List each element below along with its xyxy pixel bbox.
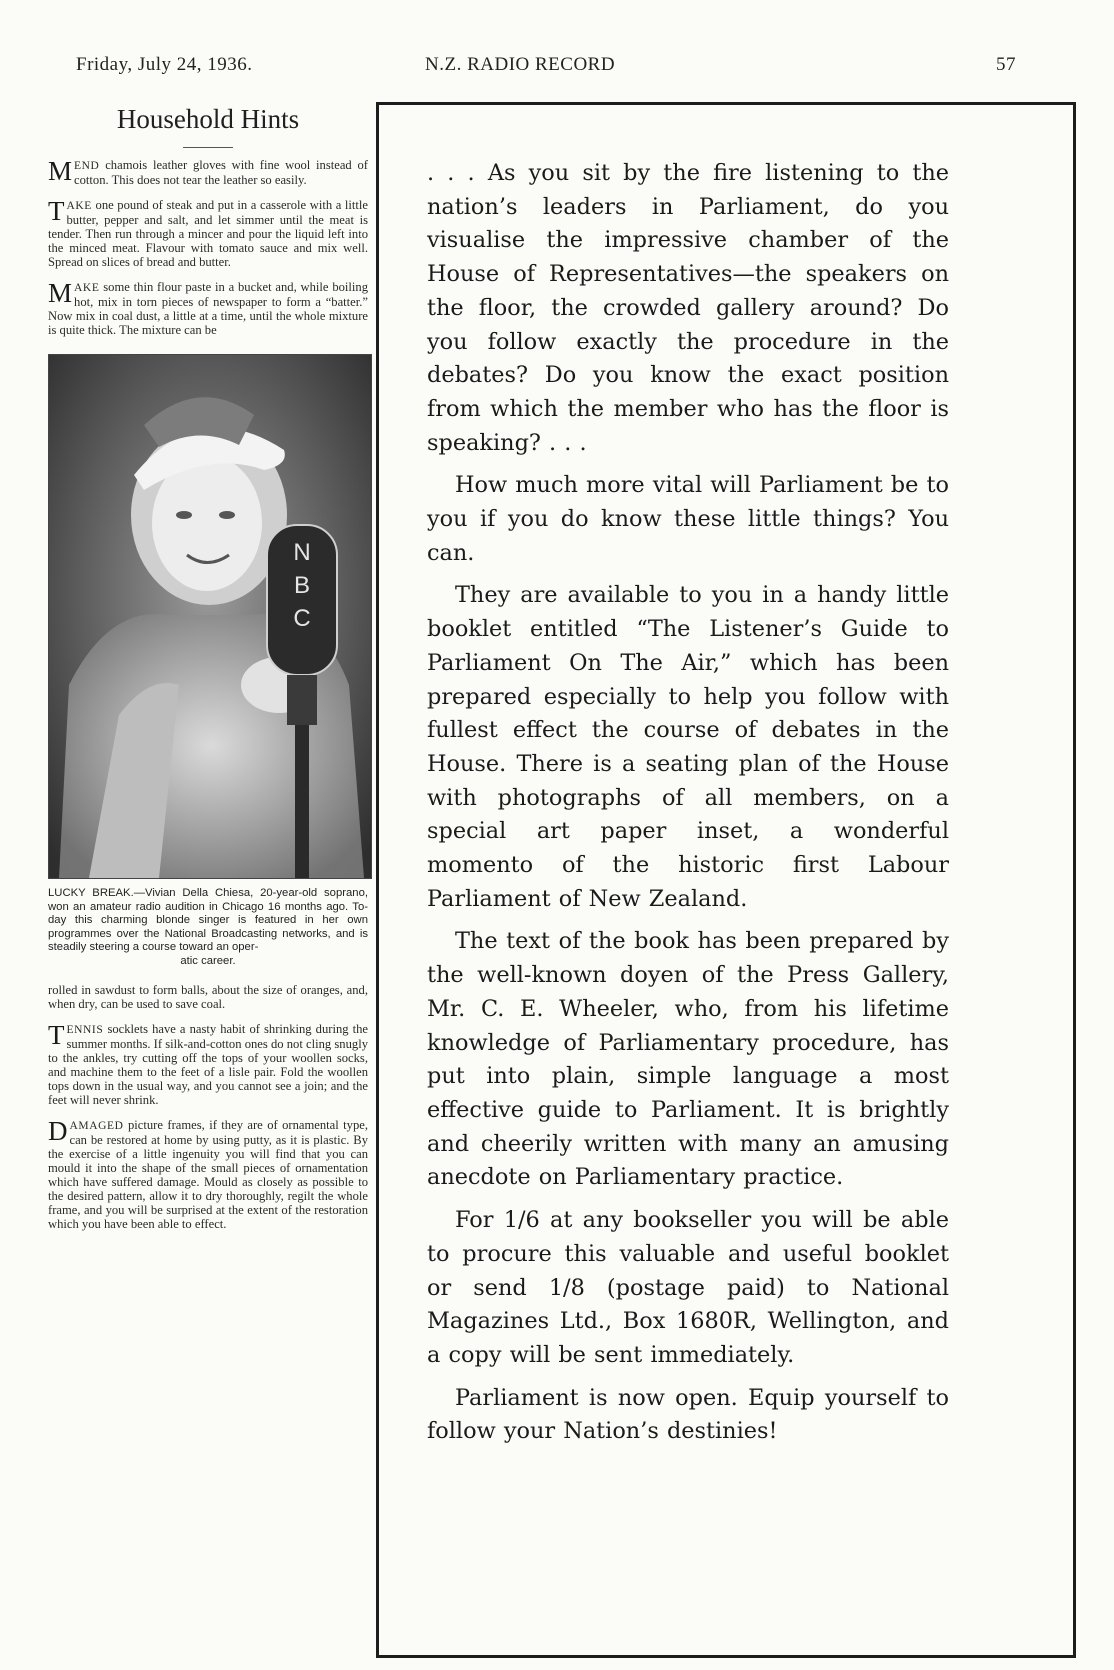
- hint-coal-paste: MAKE some thin flour paste in a bucket and, while boiling hot, mix in torn pieces of newspaper to form a “batter.” Now mix in coal dust, a little at a time, until the whole mixture is quite thick. The mixture can be: [48, 278, 368, 337]
- issue-date: Friday, July 24, 1936.: [76, 54, 253, 75]
- mic-letter-b: B: [293, 572, 311, 599]
- photo-caption: LUCKY BREAK.—Vivian Della Chiesa, 20-year-old soprano, won an amateur radio audition in Chicago 16 months ago. To-day this charming blonde singer is featured in her own programmes over the National Broadcasting networks, and is steadily steering a course toward an oper- atic career.: [48, 887, 368, 967]
- title-divider: [183, 147, 233, 148]
- drop-cap: T: [48, 196, 65, 226]
- drop-cap: M: [48, 156, 73, 186]
- ad-paragraph-2: How much more vital will Parliament be to you if you do know these little things? You can.: [427, 472, 949, 566]
- hint-gloves: MEND chamois leather gloves with fine wool instead of cotton. This does not tear the leather so easily.: [48, 156, 368, 187]
- hint-steak: TAKE one pound of steak and put in a casserole with a little butter, pepper and salt, and let simmer until the meat is tender. Then run through a mincer and pour the liquid left into the minced meat. Flavour with tomato sauce and mix well. Spread on slices of bread and butter.: [48, 196, 368, 269]
- parliament-guide-advertisement: [376, 102, 1076, 1658]
- mic-letter-n: N: [293, 539, 311, 566]
- ad-paragraph-4: The text of the book has been prepared by the well-known doyen of the Press Gallery, Mr. C. E. Wheeler, who, from his lifetime knowledge of Parliamentary procedure, has put into plain, simple language a most effective guide to Parliament. It is brightly and cheerily written with many an amusing anecdote on Parliamentary practice.: [427, 928, 949, 1191]
- ad-paragraph-3: They are available to you in a handy little booklet entitled “The Listener’s Guide to Parliament On The Air,” which has been prepared especially to help you follow with fullest effect the course of debates in the House. There is a seating plan of the House with photographs of all members, on a special art paper inset, a wonderful momento of the historic first Labour Parliament of New Zealand.: [427, 582, 949, 912]
- ad-paragraph-5: For 1/6 at any bookseller you will be able to procure this valuable and useful booklet or send 1/8 (postage paid) to National Magazines Ltd., Box 1680R, Wellington, and a copy will be sent immediately.: [427, 1207, 949, 1368]
- drop-cap: D: [48, 1115, 68, 1146]
- household-hints-column: [48, 98, 368, 1242]
- mic-letter-c: C: [293, 605, 311, 632]
- hint-socklets: TENNIS socklets have a nasty habit of shrinking during the summer months. If silk-and-cotton ones do not cling snugly to the ankles, try cutting off the tops of your woollen socks, and machine them to the feet of a lisle pair. Fold the woollen tops down in the usual way, and you cannot see a join; and the feet will never shrink.: [48, 1019, 368, 1107]
- column-title: Household Hints: [116, 104, 300, 134]
- hint-continuation: rolled in sawdust to form balls, about the size of oranges, and, when dry, can be used to save coal.: [48, 982, 368, 1011]
- magazine-title: N.Z. RADIO RECORD: [425, 54, 616, 75]
- ad-paragraph-1: . . . As you sit by the fire listening to the nation’s leaders in Parliament, do you visualise the impressive chamber of the House of Representatives—the speakers on the floor, the crowded gallery around? Do you follow exactly the procedure in the debates? Do you know the exact position from which the member who has the floor is speaking? . . .: [427, 160, 949, 456]
- ad-paragraph-6: Parliament is now open. Equip yourself to follow your Nation’s destinies!: [427, 1384, 949, 1445]
- advertisement-body: [427, 157, 949, 1458]
- drop-cap: M: [48, 278, 73, 308]
- page-number: 57: [996, 54, 1016, 75]
- drop-cap: T: [48, 1019, 65, 1050]
- singer-photo: [48, 354, 372, 879]
- singer-photo-illustration: [49, 355, 371, 878]
- hint-picture-frames: DAMAGED picture frames, if they are of ornamental type, can be restored at home by using putty, as it is plastic. By the exercise of a little ingenuity you will find that you can mould it into the shape of the small pieces of ornamentation which have suffered damage. Mould as closely as possible to the desired pattern, allow it to dry thoroughly, regilt the whole frame, and you will be surprised at the extent of the restoration which you have been able to effect.: [48, 1115, 368, 1231]
